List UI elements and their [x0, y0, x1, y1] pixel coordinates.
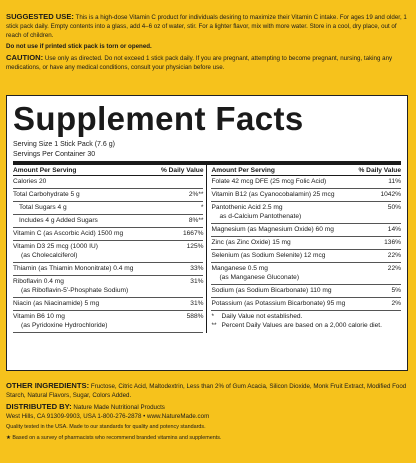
daily-value: 31% — [190, 278, 204, 286]
seal-warning: Do not use if printed stick pack is torn or opened. — [6, 43, 152, 51]
distributed-by — [6, 403, 410, 421]
nutrient-row — [211, 250, 401, 263]
daily-value: 8%** — [188, 217, 204, 225]
nutrient-label: Potassium (as Potassium Bicarbonate) 95 mg — [211, 299, 346, 307]
nutrient-name — [13, 243, 98, 260]
nutrient-name — [211, 287, 331, 296]
amount-header: Amount Per Serving — [211, 166, 275, 174]
column-header — [13, 165, 203, 176]
nutrient-name — [211, 191, 334, 200]
nutrient-label: Includes 4 g Added Sugars — [19, 217, 98, 225]
nutrient-name — [211, 252, 325, 261]
nutrient-row — [13, 311, 203, 333]
column-header — [211, 165, 401, 176]
nutrient-row — [13, 263, 203, 276]
daily-value: 125% — [186, 243, 204, 251]
nutrient-label: Calories 20 — [13, 178, 47, 185]
nutrient-name — [13, 300, 99, 309]
ingredients-text: Fructose, Citric Acid, Maltodextrin, Less than 2% of Gum Acacia, Silicon Dioxide, Monk Fruit Extract, Modified Food Starch, Natural Flavors, Sugar, Colors Added. — [6, 383, 407, 399]
daily-value: 22% — [387, 252, 401, 260]
distributed-label: DISTRIBUTED BY: — [6, 402, 72, 411]
nutrient-name — [211, 300, 345, 309]
footnote-1: * Daily Value not established. — [211, 313, 303, 321]
nutrient-row — [211, 189, 401, 202]
footnotes — [211, 311, 401, 330]
daily-value: 33% — [190, 265, 204, 273]
nutrient-row — [211, 176, 401, 189]
nutrient-name — [19, 217, 98, 226]
nutrient-row — [13, 215, 203, 228]
nutrient-name — [211, 239, 290, 248]
distributed-address: West Hills, CA 91309-9903, USA 1-800-276-2878 • www.NatureMade.com — [6, 412, 210, 420]
daily-value: 50% — [387, 204, 401, 212]
suggested-use — [6, 12, 410, 41]
daily-value: 136% — [384, 238, 401, 246]
nutrient-label: Magnesium (as Magnesium Oxide) 60 mg — [211, 225, 334, 233]
caution — [6, 53, 410, 72]
nutrient-label: Pantothenic Acid 2.5 mg — [211, 204, 283, 212]
nutrient-row — [13, 241, 203, 263]
daily-value: 2% — [391, 299, 401, 307]
nutrient-label: Thiamin (as Thiamin Mononitrate) 0.4 mg — [13, 265, 134, 273]
nutrient-row — [13, 298, 203, 311]
nutrient-row — [13, 228, 203, 241]
right-column — [207, 165, 401, 333]
nutrient-source: (as Manganese Gluconate) — [219, 273, 300, 281]
nutrient-name — [13, 178, 46, 187]
nutrient-row — [211, 285, 401, 298]
nutrient-row — [13, 276, 203, 298]
nutrient-row — [211, 263, 401, 285]
nutrient-name — [211, 265, 299, 282]
daily-value: 2%** — [188, 191, 204, 199]
nutrient-row — [211, 224, 401, 237]
usage-section — [6, 12, 410, 74]
daily-value: 31% — [190, 299, 204, 307]
nutrient-name — [13, 191, 80, 200]
left-column — [13, 165, 207, 333]
nutrient-columns — [13, 165, 401, 333]
nutrient-label: Niacin (as Niacinamide) 5 mg — [13, 299, 100, 307]
nutrient-row — [13, 189, 203, 202]
suggested-use-label: SUGGESTED USE: — [6, 12, 74, 21]
nutrient-name — [19, 204, 67, 213]
nutrient-name — [13, 313, 108, 330]
nutrient-name — [13, 230, 123, 239]
nutrient-row — [211, 202, 401, 224]
daily-value: * — [200, 204, 204, 212]
caution-label: CAUTION: — [6, 52, 44, 62]
servings-per-container: Servings Per Container 30 — [13, 151, 96, 158]
nutrient-row — [13, 176, 203, 189]
quality-note: Quality tested in the USA. Made to our standards for quality and potency standards. — [6, 424, 206, 431]
amount-header: Amount Per Serving — [13, 166, 77, 174]
nutrient-label: Vitamin B6 10 mg — [13, 313, 65, 321]
daily-value: 22% — [387, 265, 401, 273]
right-rows — [211, 176, 401, 311]
daily-value-header: % Daily Value — [160, 166, 204, 174]
nutrient-label: Vitamin C (as Ascorbic Acid) 1500 mg — [13, 230, 124, 238]
nutrient-row — [211, 237, 401, 250]
nutrient-label: Total Carbohydrate 5 g — [13, 191, 80, 199]
nutrient-row — [13, 202, 203, 215]
daily-value: 588% — [186, 313, 204, 321]
daily-value: 1667% — [182, 230, 204, 238]
nutrient-label: Zinc (as Zinc Oxide) 15 mg — [211, 238, 291, 246]
suggested-use-text: This is a high-dose Vitamin C product for individuals desiring to maximize their Vitamin C intake. For ages 19 and older, 1 stick pack daily. Empty contents into a glass, add 4–6 oz of water, stir. For a lighter flavor, mix with more water. — [6, 14, 407, 31]
nutrient-label: Selenium (as Sodium Selenite) 12 mcg — [211, 252, 326, 260]
nutrient-source: as d-Calcium Pantothenate) — [219, 212, 302, 220]
nutrient-label: Riboflavin 0.4 mg — [13, 278, 64, 286]
ingredients-label: OTHER INGREDIENTS: — [6, 381, 90, 390]
survey-note: ★ Based on a survey of pharmacists who recommend branded vitamins and supplements. — [6, 434, 222, 441]
nutrient-label: Manganese 0.5 mg — [211, 265, 268, 273]
daily-value-header: % Daily Value — [358, 166, 401, 174]
nutrient-name — [211, 204, 301, 221]
daily-value: 14% — [387, 225, 401, 233]
nutrient-name — [13, 265, 133, 274]
serving-size: Serving Size 1 Stick Pack (7.6 g) — [13, 141, 115, 148]
daily-value: 11% — [388, 178, 401, 185]
nutrient-source: (as Cholecalciferol) — [21, 252, 78, 260]
nutrient-source: (as Riboflavin-5'-Phosphate Sodium) — [21, 286, 129, 294]
nutrient-label: Vitamin D3 25 mcg (1000 IU) — [13, 243, 98, 251]
nutrient-name — [211, 178, 326, 187]
ingredients-section — [6, 381, 410, 445]
nutrient-label: Sodium (as Sodium Bicarbonate) 110 mg — [211, 286, 332, 294]
nutrient-label: Total Sugars 4 g — [19, 204, 67, 212]
daily-value: 5% — [391, 286, 401, 294]
distributed-company: Nature Made Nutritional Products — [73, 404, 165, 411]
nutrient-name — [211, 226, 333, 235]
footnote-2: ** Percent Daily Values are based on a 2,000 calorie diet. — [211, 321, 382, 329]
nutrient-name — [13, 278, 128, 295]
supplement-facts-title: Supplement Facts — [13, 100, 304, 137]
caution-text: Use only as directed. Do not exceed 1 stick pack daily. If you are pregnant, attempting to become pregnant, nursing, taking any medications, or have any medical conditions, consult your physician before use. — [6, 54, 393, 72]
nutrient-label: Folate 42 mcg DFE (25 mcg Folic Acid) — [211, 178, 327, 185]
nutrient-source: (as Pyridoxine Hydrochloride) — [21, 321, 108, 329]
nutrient-label: Vitamin B12 (as Cyanocobalamin) 25 mcg — [211, 191, 335, 199]
daily-value: 1042% — [380, 191, 401, 199]
nutrient-row — [211, 298, 401, 311]
storage-text: Store in a cool, dry place, out of reach of children. — [6, 23, 397, 40]
other-ingredients — [6, 381, 410, 400]
supplement-facts-panel — [6, 95, 408, 371]
